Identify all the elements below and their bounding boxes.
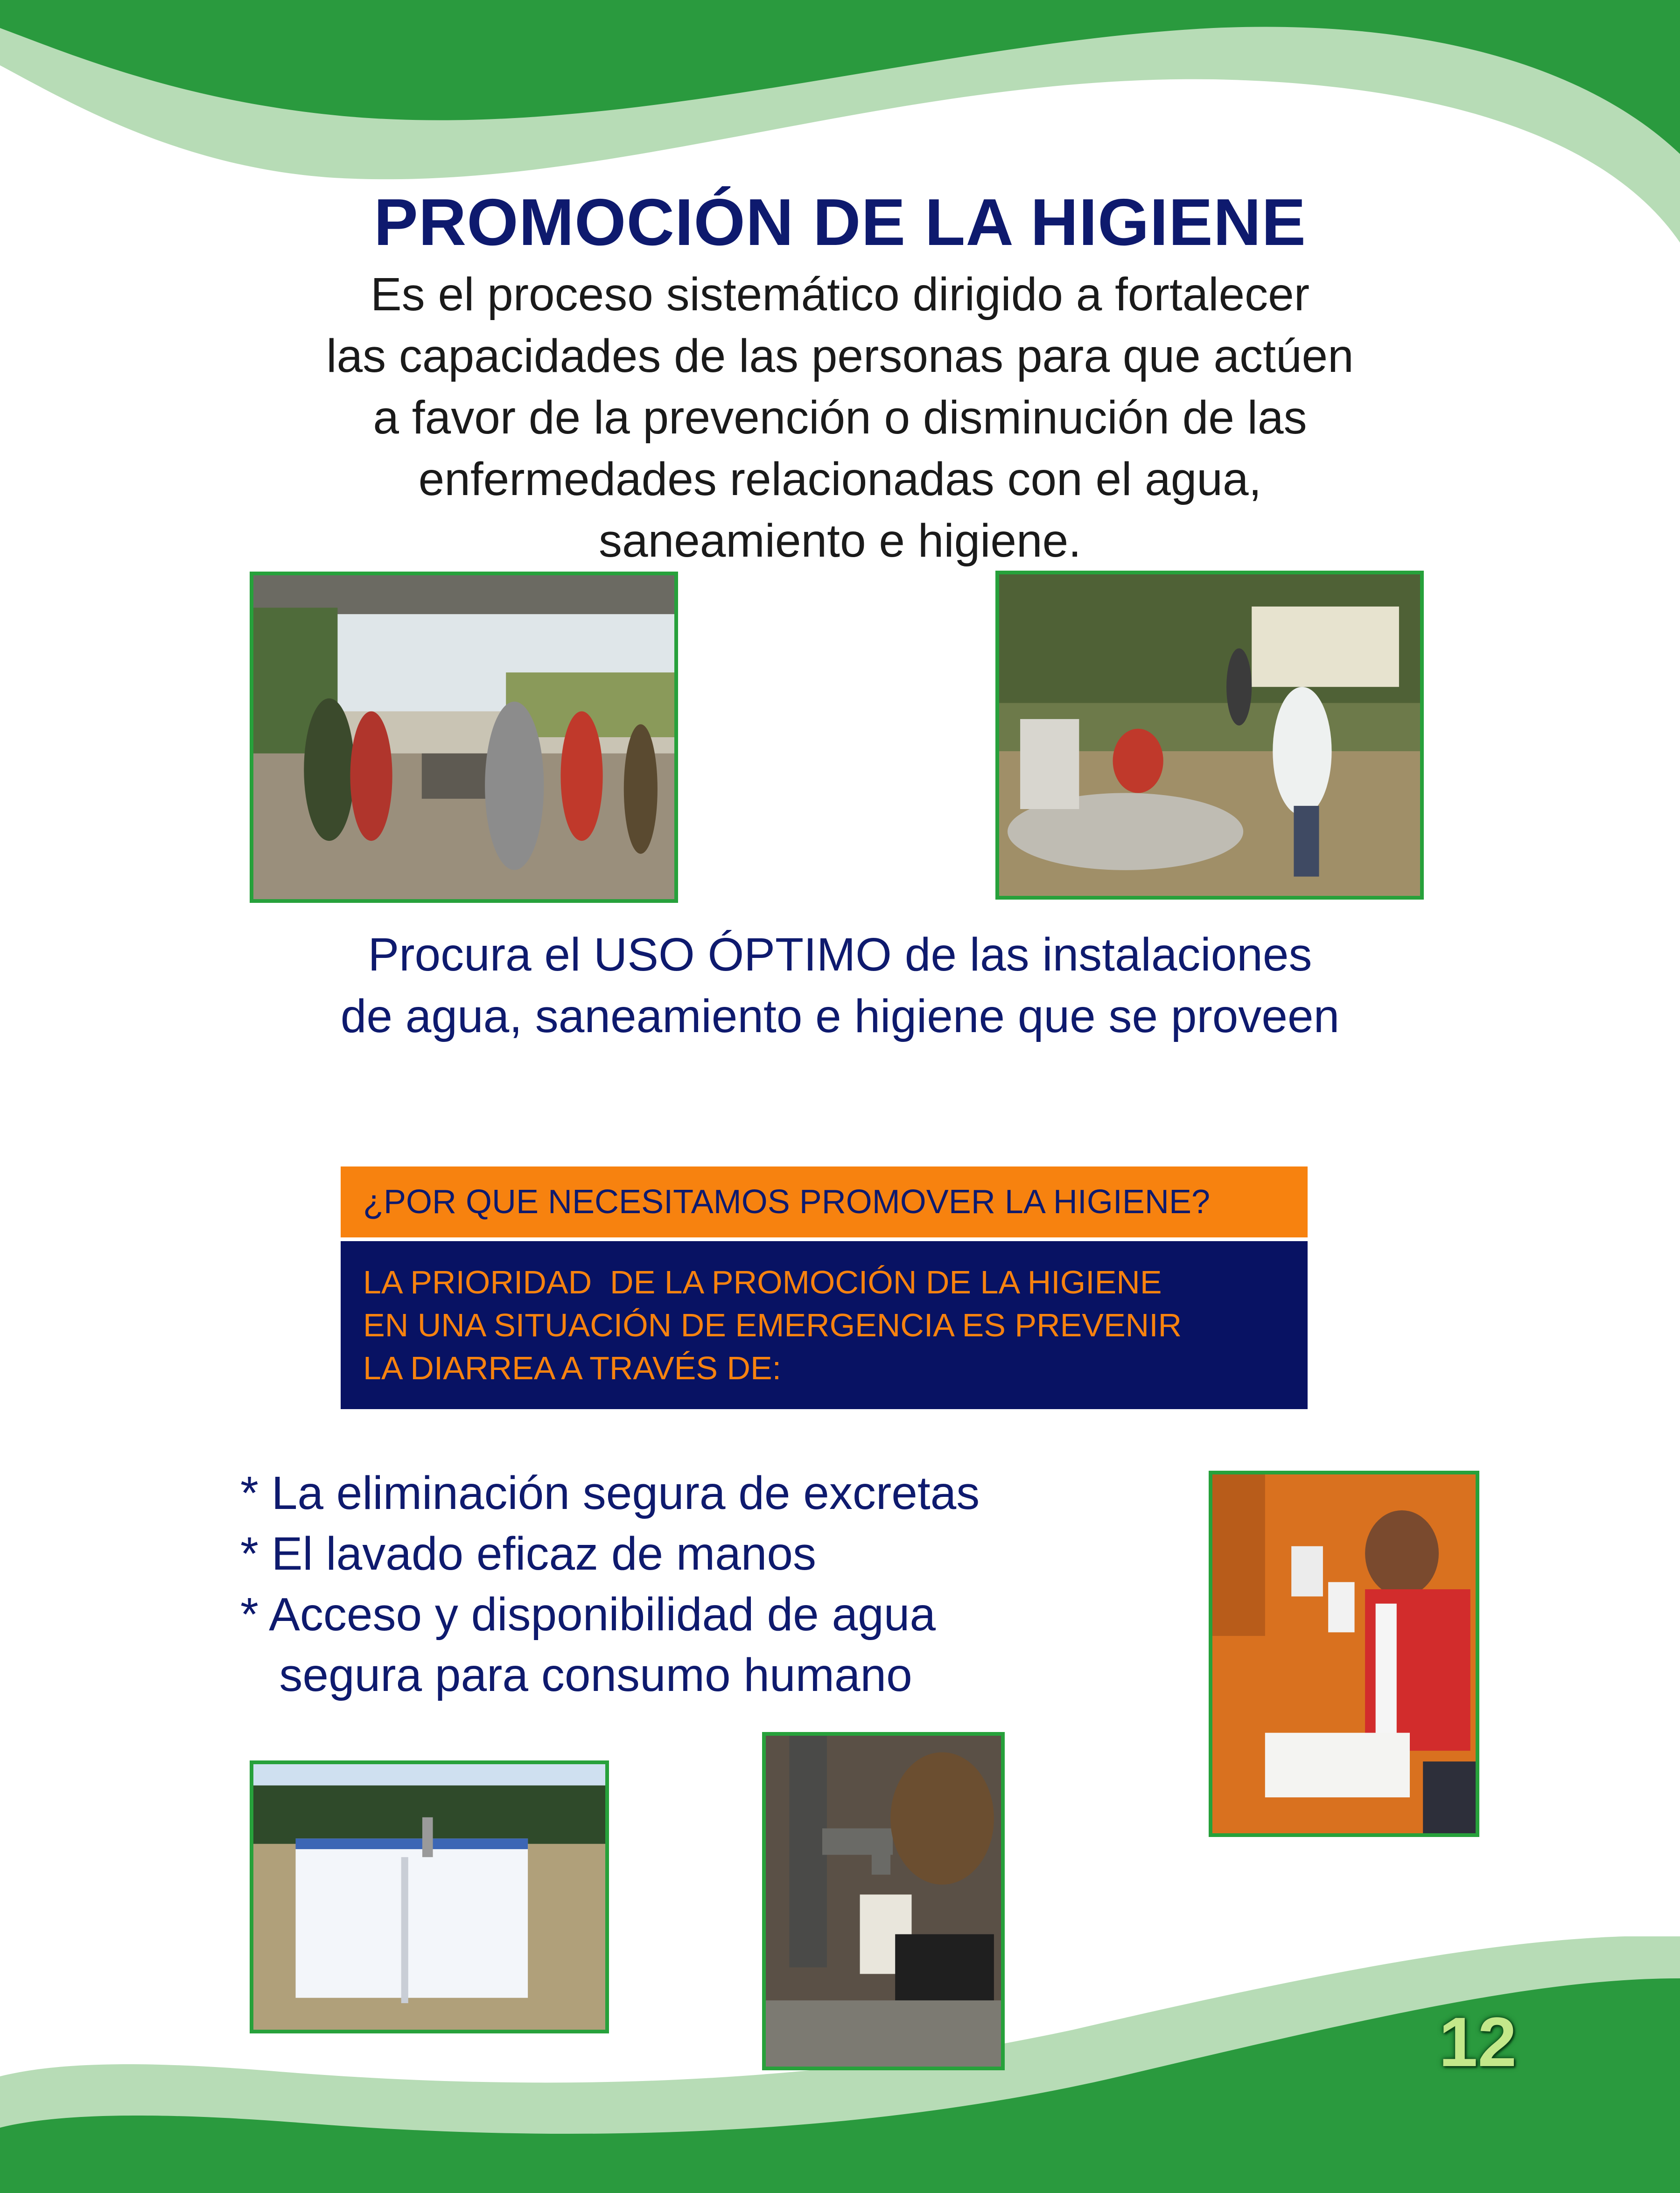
list-item: * El lavado eficaz de manos: [240, 1528, 817, 1580]
priority-line: LA DIARREA A TRAVÉS DE:: [363, 1350, 782, 1386]
priority-box: [341, 1241, 1308, 1409]
photo-handwashing: [1209, 1471, 1479, 1837]
bullet-list: [240, 1463, 1174, 1705]
intro-line: las capacidades de las personas para que actúen: [326, 330, 1354, 382]
optimo-line: de agua, saneamiento e higiene que se proveen: [340, 990, 1340, 1042]
photo-community-cleanup: [995, 571, 1424, 900]
list-item: * Acceso y disponibilidad de agua: [240, 1588, 936, 1641]
intro-line: a favor de la prevención o disminución de las: [373, 391, 1307, 444]
intro-line: saneamiento e higiene.: [598, 515, 1082, 567]
intro-paragraph: [233, 264, 1447, 572]
list-item: segura para consumo humano: [240, 1649, 912, 1701]
list-item: * La eliminación segura de excretas: [240, 1467, 980, 1519]
priority-line: EN UNA SITUACIÓN DE EMERGENCIA ES PREVENIR: [363, 1307, 1182, 1343]
intro-line: Es el proceso sistemático dirigido a fortalecer: [370, 268, 1309, 321]
question-banner: ¿POR QUE NECESITAMOS PROMOVER LA HIGIENE?: [341, 1166, 1308, 1237]
page-title: PROMOCIÓN DE LA HIGIENE: [374, 185, 1306, 259]
photo-latrine: [250, 1760, 609, 2033]
photo-community-meeting: [250, 572, 678, 903]
page-number: 12: [1439, 2003, 1517, 2081]
intro-line: enfermedades relacionadas con el agua,: [418, 453, 1262, 505]
optimo-statement: [233, 924, 1447, 1047]
photo-water-tap: [762, 1732, 1005, 2070]
priority-line: LA PRIORIDAD DE LA PROMOCIÓN DE LA HIGIENE: [363, 1264, 1162, 1300]
optimo-line: Procura el USO ÓPTIMO de las instalaciones: [368, 929, 1312, 981]
